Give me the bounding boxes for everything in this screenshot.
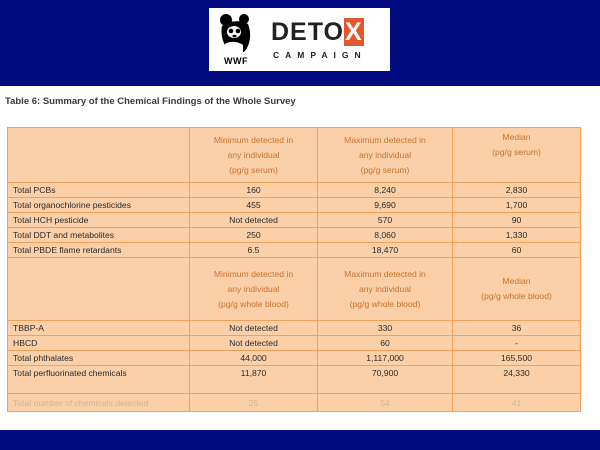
serum-header-row: [8, 128, 581, 183]
table-row: [8, 321, 581, 336]
median-value: 90: [453, 213, 581, 228]
footer-band: [0, 430, 600, 450]
min-value: 250: [190, 228, 318, 243]
total-label: Total number of chemicals detected: [8, 394, 190, 412]
row-label: Total PBDE flame retardants: [8, 243, 190, 258]
header-blank-cell: [8, 128, 190, 183]
min-value: 44,000: [190, 351, 318, 366]
total-max-value: 54: [318, 394, 453, 412]
header-blank-cell: [8, 258, 190, 321]
table-title: Table 6: Summary of the Chemical Findings of the Whole Survey: [5, 96, 296, 107]
total-median-value: 41: [453, 394, 581, 412]
max-value: 8,060: [318, 228, 453, 243]
total-min-value: 25: [190, 394, 318, 412]
max-value: 8,240: [318, 183, 453, 198]
header-serum-max: Maximum detected in any individual (pg/g serum): [318, 128, 453, 183]
chemical-findings-table: [7, 127, 581, 412]
median-value: 60: [453, 243, 581, 258]
header-blood-median: Median (pg/g whole blood): [453, 258, 581, 321]
header-band: [0, 0, 600, 86]
table-row: [8, 183, 581, 198]
min-value: Not detected: [190, 213, 318, 228]
median-value: 165,500: [453, 351, 581, 366]
header-blood-max: Maximum detected in any individual (pg/g whole blood): [318, 258, 453, 321]
logo-box: [209, 8, 390, 71]
max-value: 1,117,000: [318, 351, 453, 366]
max-value: 70,900: [318, 366, 453, 394]
max-value: 330: [318, 321, 453, 336]
table-row: [8, 336, 581, 351]
row-label: TBBP-A: [8, 321, 190, 336]
median-value: 24,330: [453, 366, 581, 394]
median-value: -: [453, 336, 581, 351]
min-value: 6.5: [190, 243, 318, 258]
min-value: Not detected: [190, 321, 318, 336]
header-serum-median: Median (pg/g serum): [453, 128, 581, 183]
table-row: [8, 228, 581, 243]
total-row: [8, 394, 581, 412]
header-serum-min: Minimum detected in any individual (pg/g serum): [190, 128, 318, 183]
campaign-wordmark: CAMPAIGN: [273, 50, 367, 60]
panda-logo-icon: [216, 12, 256, 58]
row-label: Total HCH pesticide: [8, 213, 190, 228]
slide-content: [0, 86, 600, 430]
median-value: 1,330: [453, 228, 581, 243]
min-value: Not detected: [190, 336, 318, 351]
max-value: 570: [318, 213, 453, 228]
header-blood-min: Minimum detected in any individual (pg/g whole blood): [190, 258, 318, 321]
row-label: Total organochlorine pesticides: [8, 198, 190, 213]
median-value: 1,700: [453, 198, 581, 213]
min-value: 455: [190, 198, 318, 213]
row-label: HBCD: [8, 336, 190, 351]
detox-wordmark: [271, 18, 364, 46]
table-row: [8, 351, 581, 366]
min-value: 160: [190, 183, 318, 198]
max-value: 60: [318, 336, 453, 351]
min-value: 11,870: [190, 366, 318, 394]
row-label: Total DDT and metabolites: [8, 228, 190, 243]
wwf-wordmark: WWF: [224, 56, 248, 66]
table-row: [8, 243, 581, 258]
table-row: [8, 366, 581, 394]
row-label: Total PCBs: [8, 183, 190, 198]
detox-x: X: [345, 18, 363, 46]
table-row: [8, 213, 581, 228]
blood-header-row: [8, 258, 581, 321]
table-row: [8, 198, 581, 213]
median-value: 36: [453, 321, 581, 336]
median-value: 2,830: [453, 183, 581, 198]
max-value: 18,470: [318, 243, 453, 258]
row-label: Total perfluorinated chemicals: [8, 366, 190, 394]
row-label: Total phthalates: [8, 351, 190, 366]
max-value: 9,690: [318, 198, 453, 213]
detox-prefix: DETO: [271, 18, 344, 46]
